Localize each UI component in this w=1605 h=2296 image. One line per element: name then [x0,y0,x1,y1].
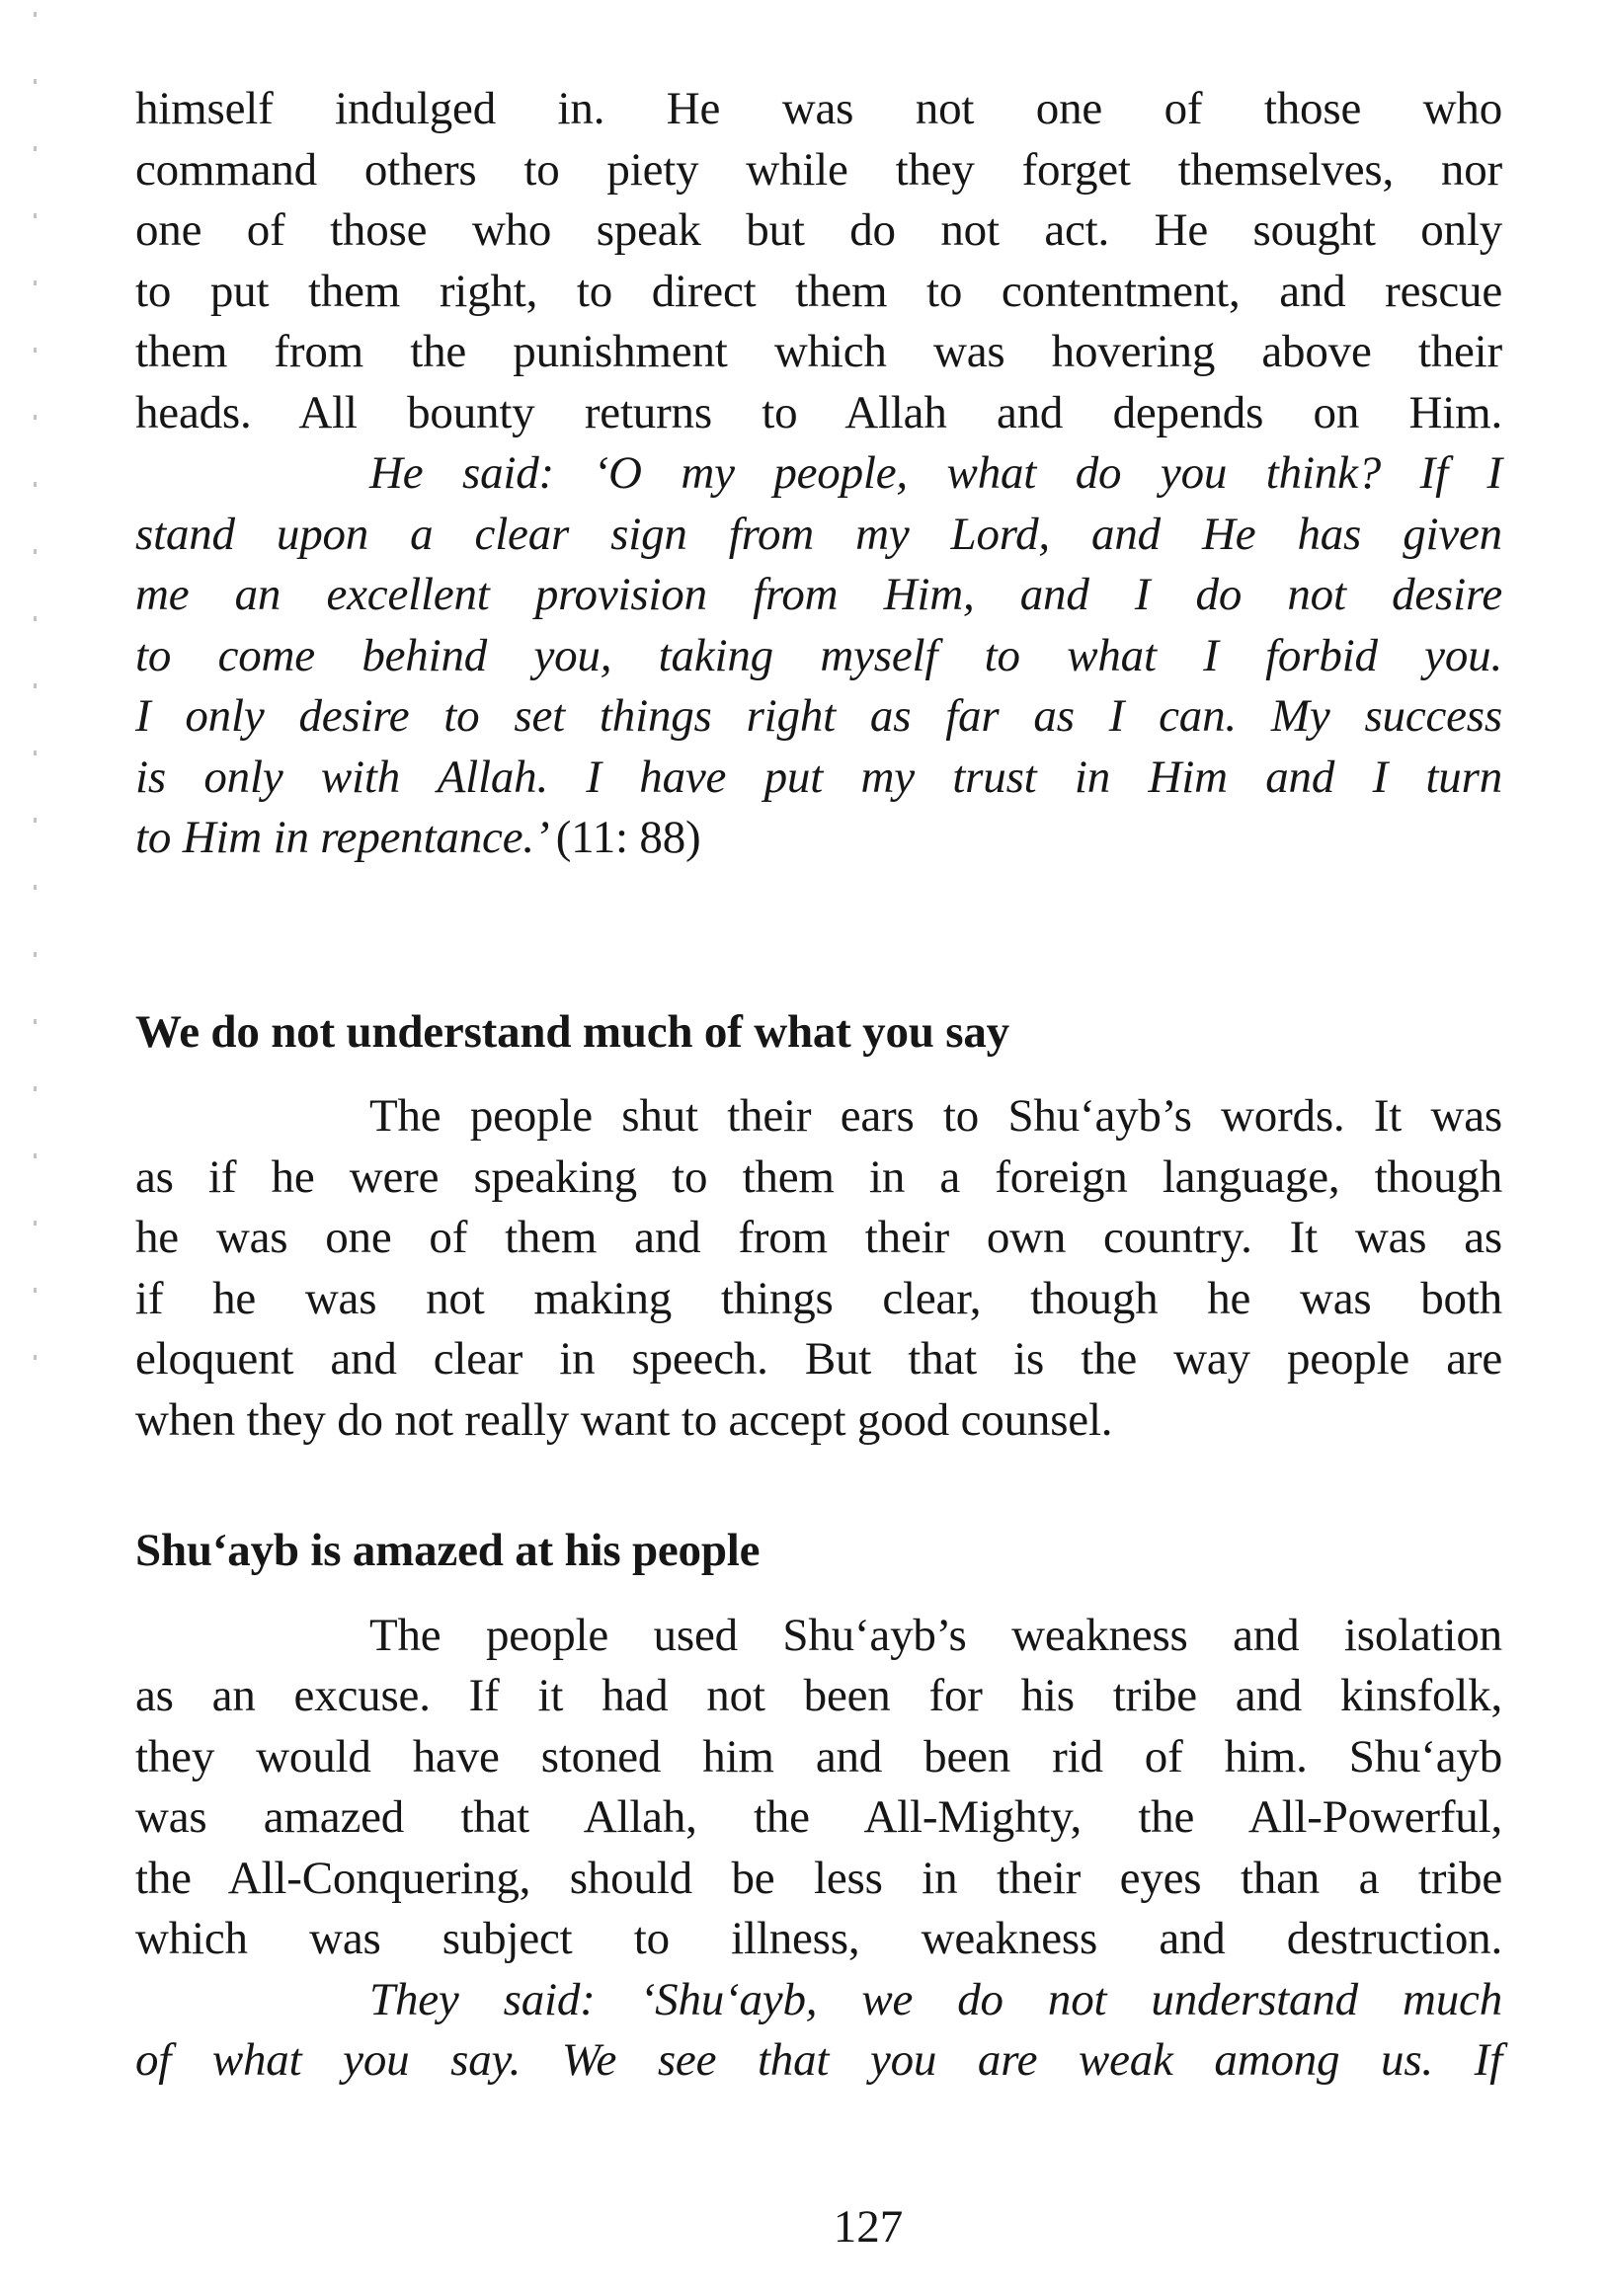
page-text-block [135,79,1502,2092]
text-line: command others to piety while they forget themselves, nor [135,143,1502,196]
text-line: if he was not making things clear, though he was both [135,1272,1502,1324]
text-line: the All-Conquering, should be less in their eyes than a tribe [135,1852,1502,1904]
text-line: heads. All bounty returns to Allah and depends on Him. [135,386,1502,438]
text-line: He said: ‘O my people, what do you think? If I [369,447,1502,499]
paragraph-continuation [135,79,1502,443]
text-line: I only desire to set things right as far as I can. My success [135,690,1502,742]
text-line: me an excellent provision from Him, and I do not desire [135,569,1502,620]
page-number: 127 [833,2201,904,2253]
text-line: to put them right, to direct them to contentment, and rescue [135,265,1502,317]
text-line: The people used Shu‘ayb’s weakness and isolation [369,1609,1502,1661]
text-line: is only with Allah. I have put my trust in Him and I turn [135,751,1502,803]
quran-quote-block [135,443,1502,869]
text-line: which was subject to illness, weakness and destruction. [135,1913,1502,1964]
text-line [135,808,1502,869]
body-paragraph [135,1086,1502,1451]
text-line: The people shut their ears to Shu‘ayb’s words. It was [369,1090,1502,1142]
text-line: to come behind you, taking myself to what I forbid you. [135,629,1502,681]
text-line: They said: ‘Shu‘ayb, we do not understand much [369,1973,1502,2025]
text-line: one of those who speak but do not act. He sought only [135,204,1502,256]
verse-citation: (11: 88) [555,812,701,863]
scan-artifact-dashes [34,12,37,1414]
text-line: they would have stoned him and been rid of him. Shu‘ayb [135,1730,1502,1782]
text-line: himself indulged in. He was not one of those who [135,83,1502,134]
text-line: as if he were speaking to them in a foreign language, though [135,1150,1502,1203]
text-line: he was one of them and from their own country. It was as [135,1212,1502,1263]
quote-closing-text: to Him in repentance.’ [135,812,556,863]
section-heading: We do not understand much of what you say [135,1005,1009,1058]
text-line: eloquent and clear in speech. But that is the way people are [135,1333,1502,1385]
text-line: stand upon a clear sign from my Lord, and He has given [135,508,1502,560]
text-line: when they do not really want to accept good counsel. [135,1393,1113,1446]
text-line: was amazed that Allah, the All-Mighty, the All-Powerful, [135,1791,1502,1843]
text-line: them from the punishment which was hovering above their [135,326,1502,377]
text-line: of what you say. We see that you are weak among us. If [135,2034,1502,2086]
text-line: as an excuse. If it had not been for his tribe and kinsfolk, [135,1670,1502,1721]
section-heading: Shu‘ayb is amazed at his people [135,1525,761,1576]
body-paragraph [135,1606,1502,1970]
quran-quote-block [135,1970,1502,2092]
